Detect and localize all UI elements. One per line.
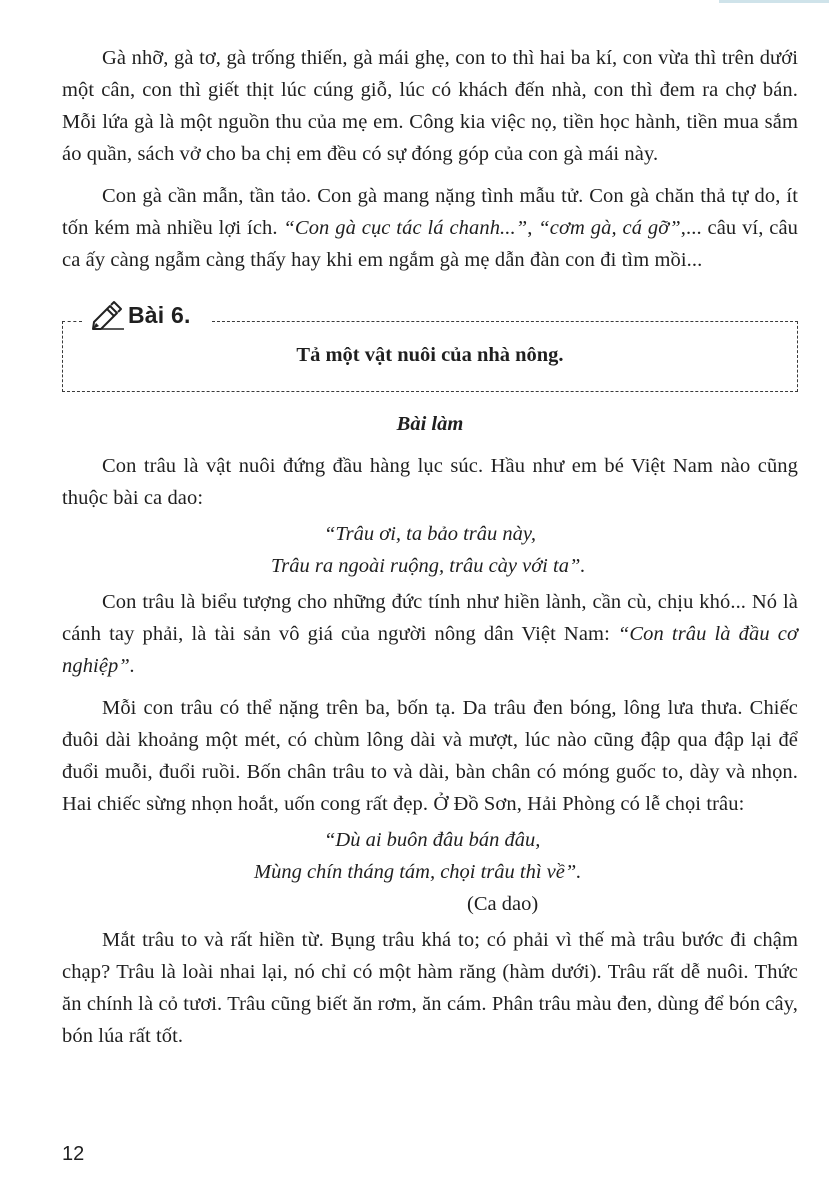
verse-2-source: (Ca dao)	[467, 893, 539, 915]
answer-paragraph-3: Mỗi con trâu có thể nặng trên ba, bốn tạ. Da trâu đen bóng, lông lưa thưa. Chiếc đuôi dài khoảng một mét, có chùm lông dài và mượt, lúc nào cũng đập qua đập lại để đuổi muỗi, đuổi ruồi. Bốn chân trâu to và dài, bàn chân có móng guốc to, dày và nhọn. Hai chiếc sừng nhọn hoắt, uốn cong rất đẹp. Ở Đồ Sơn, Hải Phòng có lễ chọi trâu:	[62, 697, 798, 815]
answer-p2-quote: “Con trâu là đầu cơ nghiệp”.	[62, 623, 798, 677]
intro-p2-text-b: ,	[527, 217, 539, 239]
intro-quote-1: “Con gà cục tác lá chanh...”	[283, 217, 528, 239]
exercise-heading	[90, 300, 197, 330]
page-content	[62, 42, 798, 1062]
pencil-icon	[90, 300, 126, 330]
intro-p2-text-c: ,... câu ví, câu ca ấy càng ngẫm càng thấy hay khi em ngắm gà mẹ dẫn đàn con đi tìm mồi...	[62, 217, 799, 271]
intro-paragraph-2	[62, 180, 798, 276]
intro-quote-2: “cơm gà, cá gỡ”	[538, 217, 681, 239]
intro-p2-text-a: Con gà cần mẫn, tần tảo. Con gà mang nặng tình mẫu tử. Con gà chăn thả tự do, ít tốn kém mà nhiều lợi ích.	[62, 185, 798, 239]
intro-paragraph-1: Gà nhỡ, gà tơ, gà trống thiến, gà mái ghẹ, con to thì hai ba kí, con vừa thì trên dưới một cân, con thì giết thịt lúc cúng giỗ, lúc có khách đến nhà, con thì đem ra chợ bán. Mỗi lứa gà là một nguồn thu của mẹ em. Công kia việc nọ, tiền học hành, tiền mua sắm áo quần, sách vở cho ba chị em đều có sự đóng góp của con gà mái này.	[62, 47, 798, 165]
top-right-accent-line	[719, 0, 829, 3]
answer-paragraph-2	[62, 586, 798, 682]
exercise-task: Tả một vật nuôi của nhà nông.	[296, 344, 564, 366]
page-number: 12	[62, 1143, 85, 1165]
verse-1-line-2: Trâu ra ngoài ruộng, trâu cày với ta”.	[271, 555, 586, 577]
verse-2-line-1: “Dù ai buôn đâu bán đâu,	[324, 829, 541, 851]
exercise-box	[62, 301, 798, 392]
answer-paragraph-4: Mắt trâu to và rất hiền từ. Bụng trâu khá to; có phải vì thế mà trâu bước đi chậm chạp? Trâu là loài nhai lại, nó chỉ có một hàm răng (hàm dưới). Trâu rất dễ nuôi. Thức ăn chính là cỏ tươi. Trâu cũng biết ăn rơm, ăn cám. Phân trâu màu đen, dùng để bón cây, bón lúa rất tốt.	[62, 929, 798, 1047]
verse-1-line-1: “Trâu ơi, ta bảo trâu này,	[324, 523, 536, 545]
answer-p2-text: Con trâu là biểu tượng cho những đức tính như hiền lành, cần cù, chịu khó... Nó là cánh tay phải, là tài sản vô giá của người nông dân Việt Nam:	[62, 591, 798, 645]
exercise-label: Bài 6.	[128, 301, 191, 328]
verse-2-line-2: Mùng chín tháng tám, chọi trâu thì về”.	[254, 861, 582, 883]
answer-paragraph-1: Con trâu là vật nuôi đứng đầu hàng lục súc. Hầu như em bé Việt Nam nào cũng thuộc bài ca dao:	[62, 455, 798, 509]
answer-title: Bài làm	[396, 413, 464, 435]
